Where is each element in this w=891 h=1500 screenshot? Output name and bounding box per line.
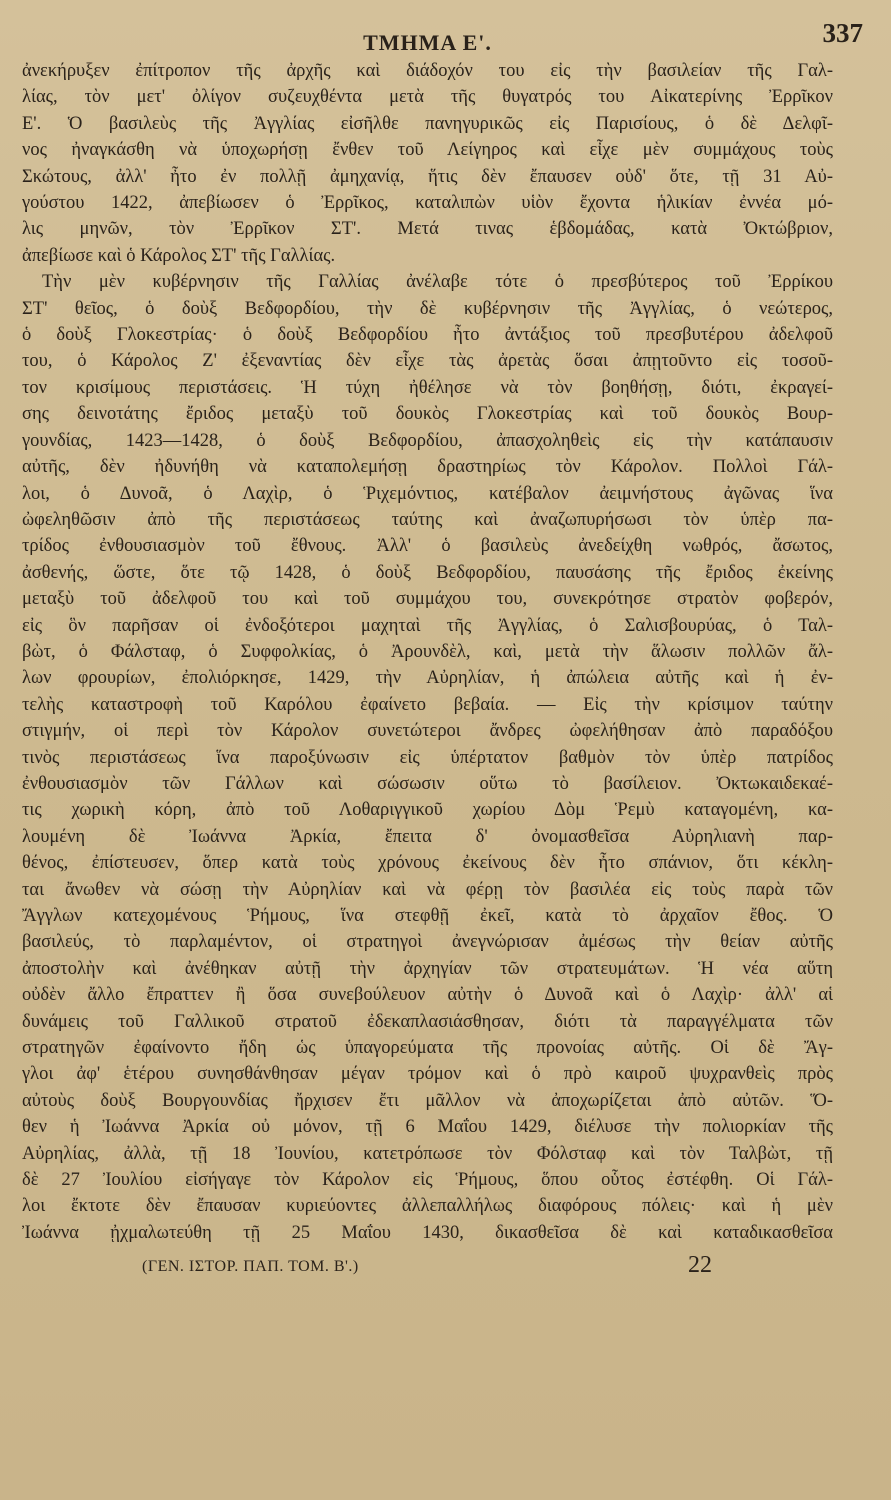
- page-header: [22, 12, 863, 58]
- text-line: ἀσθενής, ὥστε, ὅτε τῷ 1428, ὁ δοὺξ Βεδφορδίου, παυσάσης τῆς ἔριδος ἐκείνης: [22, 562, 833, 583]
- text-line: λοι, ὁ Δυνοᾶ, ὁ Λαχὶρ, ὁ Ῥιχεμόντιος, κατέβαλον ἀειμνήστους ἀγῶνας ἵνα: [22, 483, 833, 504]
- paragraph-2: [22, 269, 833, 1246]
- text-line: Σκώτους, ἀλλ' ἦτο ἐν πολλῇ ἀμηχανίᾳ, ἥτις δὲν ἔπαυσεν οὐδ' ὅτε, τῇ 31 Αὐ-: [22, 166, 833, 187]
- text-line: λις μηνῶν, τὸν Ἐρρῖκον ΣΤ'. Μετά τινας ἑβδομάδας, κατὰ Ὀκτώβριον,: [22, 219, 833, 240]
- text-line: δυνάμεις τοῦ Γαλλικοῦ στρατοῦ ἐδεκαπλασιάσθησαν, διότι τὰ παραγγέλματα τῶν: [22, 1011, 833, 1032]
- text-line: οὐδὲν ἄλλο ἔπραττεν ἢ ὅσα συνεβούλευον αὐτὴν ὁ Δυνοᾶ καὶ ὁ Λαχὶρ· ἀλλ' αἱ: [22, 985, 833, 1006]
- text-line: ἀπεβίωσε καὶ ὁ Κάρολος ΣΤ' τῆς Γαλλίας.: [22, 245, 336, 266]
- text-line: γούστου 1422, ἀπεβίωσεν ὁ Ἐρρῖκος, καταλιπὼν υἱὸν ἔχοντα ἡλικίαν ἐννέα μό-: [22, 193, 833, 214]
- body-text: [22, 58, 833, 1246]
- text-line: σης δεινοτάτης ἔριδος μεταξὺ τοῦ δουκὸς Γλοκεστρίας καὶ τοῦ δουκὸς Βουρ-: [22, 404, 833, 425]
- text-line: ἀνεκήρυξεν ἐπίτροπον τῆς ἀρχῆς καὶ διάδοχόν του εἰς τὴν βασιλείαν τῆς Γαλ-: [22, 61, 833, 81]
- text-line: τινὸς περιστάσεως ἵνα παροξύνωσιν εἰς ὑπέρτατον βαθμὸν τὸν ὑπὲρ πατρίδος: [22, 747, 833, 768]
- text-line: τελὴς καταστροφὴ τοῦ Καρόλου ἐφαίνετο βεβαία. — Εἰς τὴν κρίσιμον ταύτην: [22, 694, 833, 715]
- signature-line: (ΓΕΝ. ΙΣΤΟΡ. ΠΑΠ. ΤΟΜ. Β'.): [142, 1258, 359, 1276]
- text-line: γλοι ἀφ' ἑτέρου συνησθάνθησαν μέγαν τρόμον καὶ ὁ πρὸ καιροῦ ψυχρανθεὶς πρὸς: [22, 1064, 833, 1085]
- text-line: Τὴν μὲν κυβέρνησιν τῆς Γαλλίας ἀνέλαβε τότε ὁ πρεσβύτερος τοῦ Ἐρρίκου: [42, 272, 833, 293]
- text-line: μεταξὺ τοῦ ἀδελφοῦ του καὶ τοῦ συμμάχου του, συνεκρότησε στρατὸν φοβερόν,: [22, 589, 833, 610]
- text-line: εἰς ὃν παρῆσαν οἱ ἐνδοξότεροι μαχηταὶ τῆς Ἀγγλίας, ὁ Σαλισβουρύας, ὁ Ταλ-: [22, 615, 833, 636]
- page-footer: [22, 1250, 833, 1284]
- text-line: θεν ἡ Ἰωάννα Ἀρκία οὐ μόνον, τῇ 6 Μαΐου 1429, διέλυσε τὴν πολιορκίαν τῆς: [22, 1117, 833, 1138]
- page-number: 337: [822, 18, 863, 48]
- text-line: αὐτῆς, δὲν ἠδυνήθη νὰ καταπολεμήσῃ δραστηρίως τὸν Κάρολον. Πολλοὶ Γάλ-: [22, 457, 833, 478]
- text-line: στιγμήν, οἱ περὶ τὸν Κάρολον συνετώτεροι ἄνδρες ὠφελήθησαν ἀπὸ παραδόξου: [22, 721, 833, 742]
- text-line: λίας, τὸν μετ' ὀλίγον συζευχθέντα μετὰ τῆς θυγατρός του Αἰκατερίνης Ἐρρῖκον: [22, 87, 833, 108]
- text-line: λουμένη δὲ Ἰωάννα Ἀρκία, ἔπειτα δ' ὀνομασθεῖσα Αὐρηλιανὴ παρ-: [22, 826, 833, 847]
- text-line: ται ἄνωθεν νὰ σώσῃ τὴν Αὐρηλίαν καὶ νὰ φέρῃ τὸν βασιλέα εἰς τοὺς παρὰ τῶν: [22, 879, 833, 900]
- text-line: ὠφεληθῶσιν ἀπὸ τῆς περιστάσεως ταύτης καὶ ἀναζωπυρήσωσι τὸν ὑπὲρ πα-: [22, 509, 833, 530]
- running-head: ΤΜΗΜΑ Ε'.: [363, 30, 492, 55]
- text-line: τρίδος ἐνθουσιασμὸν τοῦ ἔθνους. Ἀλλ' ὁ βασιλεὺς ἀνεδείχθη νωθρός, ἄσωτος,: [22, 536, 833, 557]
- text-line: ΣΤ' θεῖος, ὁ δοὺξ Βεδφορδίου, τὴν δὲ κυβέρνησιν τῆς Ἀγγλίας, ὁ νεώτερος,: [22, 298, 833, 319]
- text-line: νος ἠναγκάσθη νὰ ὑποχωρήσῃ ἔνθεν τοῦ Λείγηρος καὶ εἶχε μὲν συμμάχους τοὺς: [22, 140, 833, 161]
- text-line: ἀποστολὴν καὶ ἀνέθηκαν αὐτῇ τὴν ἀρχηγίαν τῶν στρατευμάτων. Ἡ νέα αὕτη: [22, 958, 833, 979]
- text-line: του, ὁ Κάρολος Ζ' ἐξεναντίας δὲν εἶχε τὰς ἀρετὰς ὅσαι ἀπῃτοῦντο εἰς τοσοῦ-: [22, 351, 833, 372]
- text-line: Ἄγγλων κατεχομένους Ῥήμους, ἵνα στεφθῇ ἐκεῖ, κατὰ τὸ ἀρχαῖον ἔθος. Ὁ: [22, 906, 833, 926]
- text-line: τις χωρικὴ κόρη, ἀπὸ τοῦ Λοθαριγγικοῦ χωρίου Δὸμ Ῥεμὺ καταγομένη, κα-: [22, 800, 833, 821]
- text-line: ὁ δοὺξ Γλοκεστρίας· ὁ δοὺξ Βεδφορδίου ἦτο ἀντάξιος τοῦ πρεσβυτέρου ἀδελφοῦ: [22, 325, 833, 346]
- text-line: λων φρουρίων, ἐπολιόρκησε, 1429, τὴν Αὐρηλίαν, ἡ ἀπώλεια αὐτῆς καὶ ἡ ἐν-: [22, 668, 833, 689]
- text-line: γουνδίας, 1423—1428, ὁ δοὺξ Βεδφορδίου, ἀπασχοληθεὶς εἰς τὴν κατάπαυσιν: [22, 430, 833, 451]
- text-line: ἐνθουσιασμὸν τῶν Γάλλων καὶ σώσωσιν οὕτω τὸ βασίλειον. Ὀκτωκαιδεκαέ-: [22, 773, 833, 794]
- text-line: στρατηγῶν ἐφαίνοντο ἤδη ὡς ὑπαγορεύματα τῆς προνοίας αὐτῆς. Οἱ δὲ Ἄγ-: [22, 1038, 833, 1059]
- text-line: Αὐρηλίας, ἀλλὰ, τῇ 18 Ἰουνίου, κατετρόπωσε τὸν Φόλσταφ καὶ τὸν Ταλβὼτ, τῇ: [22, 1143, 833, 1164]
- signature-mark: 22: [688, 1252, 712, 1279]
- text-line: λοι ἔκτοτε δὲν ἔπαυσαν κυριεύοντες ἀλλεπαλλήλως διαφόρους πόλεις· καὶ ἡ μὲν: [22, 1196, 833, 1217]
- text-line: αὐτοὺς δοὺξ Βουργουνδίας ἤρχισεν ἔτι μᾶλλον νὰ ἀποχωρίζεται ἀπὸ αὐτῶν. Ὅ-: [22, 1090, 833, 1111]
- text-line: Ε'. Ὁ βασιλεὺς τῆς Ἀγγλίας εἰσῆλθε πανηγυρικῶς εἰς Παρισίους, ὁ δὲ Δελφῖ-: [22, 113, 833, 134]
- text-line: βὼτ, ὁ Φάλσταφ, ὁ Συφφολκίας, ὁ Ἀρουνδὲλ, καὶ, μετὰ τὴν ἅλωσιν πολλῶν ἄλ-: [22, 641, 833, 662]
- text-line: Ἰωάννα ᾐχμαλωτεύθη τῇ 25 Μαΐου 1430, δικασθεῖσα δὲ καὶ καταδικασθεῖσα: [22, 1222, 833, 1243]
- paragraph-1: [22, 58, 833, 269]
- text-line: βασιλεύς, τὸ παρλαμέντον, οἱ στρατηγοὶ ἀνεγνώρισαν ἀμέσως τὴν θείαν αὐτῆς: [22, 932, 833, 953]
- text-line: δὲ 27 Ἰουλίου εἰσήγαγε τὸν Κάρολον εἰς Ῥήμους, ὅπου οὗτος ἐστέφθη. Οἱ Γάλ-: [22, 1170, 833, 1191]
- text-line: θένος, ἐπίστευσεν, ὅπερ κατὰ τοὺς χρόνους ἐκείνους δὲν ἦτο σπάνιον, ὅτι κέκλη-: [22, 853, 833, 874]
- text-line: τον κρισίμους περιστάσεις. Ἡ τύχη ἠθέλησε νὰ τὸν βοηθήσῃ, διότι, ἐκραγεί-: [22, 377, 833, 398]
